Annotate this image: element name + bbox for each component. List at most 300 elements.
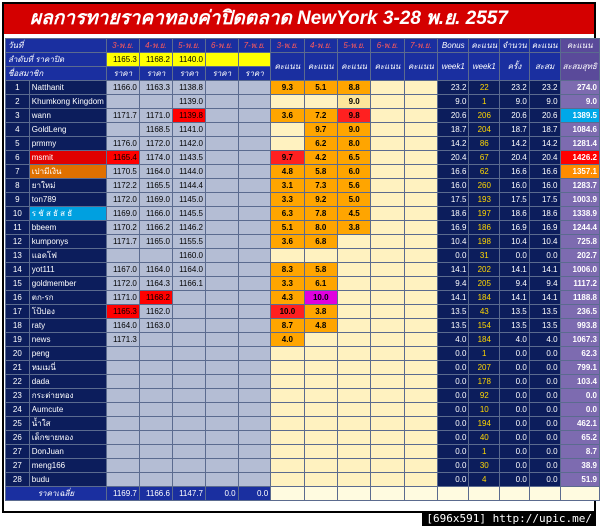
price-cell: 1144.0 [172, 165, 205, 179]
row-number: 20 [6, 347, 30, 361]
score-cell [337, 431, 370, 445]
average-cell: 0.0 [238, 487, 271, 501]
week1-cell: 184 [469, 333, 500, 347]
week1-cell: 92 [469, 389, 500, 403]
close-value: 1165.3 [106, 53, 139, 67]
grand-total-cell: 62.3 [560, 347, 599, 361]
date-header: 7-พ.ย. [404, 39, 437, 53]
price-cell [106, 417, 139, 431]
score-cell [271, 249, 304, 263]
member-name: news [29, 333, 106, 347]
price-cell: 1145.0 [172, 193, 205, 207]
count-cell: 14.1 [500, 291, 530, 305]
score-cell: 6.8 [304, 235, 337, 249]
count-cell: 16.0 [500, 179, 530, 193]
score-cell [371, 263, 404, 277]
total-header: คะแนน [529, 39, 560, 53]
score-cell: 9.0 [337, 95, 370, 109]
price-cell: 1155.5 [172, 235, 205, 249]
week1-cell: 204 [469, 123, 500, 137]
date-header: 3-พ.ย. [271, 39, 304, 53]
price-header: ราคา [172, 67, 205, 81]
score-cell [337, 375, 370, 389]
price-cell [205, 179, 238, 193]
score-cell [371, 165, 404, 179]
price-cell [238, 137, 271, 151]
table-row [6, 347, 600, 361]
price-cell: 1164.0 [172, 263, 205, 277]
member-name: เด็กขายทอง [29, 431, 106, 445]
count-cell: 0.0 [500, 445, 530, 459]
times-header: ครั้ง [500, 53, 530, 81]
member-name: หมเมนี่ [29, 361, 106, 375]
close-label: ราคาปิด [35, 55, 65, 64]
count-cell: 14.1 [500, 263, 530, 277]
score-cell [404, 109, 437, 123]
grand-total-cell: 799.1 [560, 361, 599, 375]
price-cell [205, 95, 238, 109]
price-cell [106, 95, 139, 109]
price-cell: 1143.5 [172, 151, 205, 165]
member-name: yot111 [29, 263, 106, 277]
count-cell: 23.2 [500, 81, 530, 95]
score-cell [404, 347, 437, 361]
price-cell [139, 347, 172, 361]
price-cell: 1165.3 [106, 305, 139, 319]
cum-cell: 0.0 [529, 459, 560, 473]
price-cell [238, 473, 271, 487]
grand-total-cell: 8.7 [560, 445, 599, 459]
price-cell: 1172.2 [106, 179, 139, 193]
cum-header: สะสม [529, 53, 560, 81]
score-cell [371, 277, 404, 291]
count-cell: 10.4 [500, 235, 530, 249]
count-cell: 0.0 [500, 249, 530, 263]
row-number: 8 [6, 179, 30, 193]
score-cell [337, 235, 370, 249]
score-cell: 6.1 [304, 277, 337, 291]
count-cell: 0.0 [500, 403, 530, 417]
score-cell [371, 207, 404, 221]
score-cell: 3.8 [337, 221, 370, 235]
price-cell [172, 417, 205, 431]
price-cell: 1166.1 [172, 277, 205, 291]
price-cell [106, 249, 139, 263]
score-cell: 8.3 [271, 263, 304, 277]
price-cell [238, 179, 271, 193]
price-cell [172, 459, 205, 473]
price-cell [172, 473, 205, 487]
count-cell: 16.6 [500, 165, 530, 179]
score-cell: 4.8 [304, 319, 337, 333]
score-cell [271, 431, 304, 445]
price-cell [205, 193, 238, 207]
score-cell: 5.8 [304, 165, 337, 179]
count-cell: 0.0 [500, 361, 530, 375]
price-cell [139, 389, 172, 403]
member-name: prmmy [29, 137, 106, 151]
bonus-header: Bonus [438, 39, 469, 53]
cum-cell: 18.7 [529, 123, 560, 137]
price-cell [238, 417, 271, 431]
score-cell [404, 305, 437, 319]
price-cell [238, 263, 271, 277]
score-cell [271, 403, 304, 417]
score-cell [337, 263, 370, 277]
row-number: 1 [6, 81, 30, 95]
cum-cell: 13.5 [529, 305, 560, 319]
score-header: คะแนน [371, 53, 404, 81]
grand-total-cell: 1067.3 [560, 333, 599, 347]
score-cell [304, 459, 337, 473]
price-header: ราคา [106, 67, 139, 81]
cum-cell: 16.9 [529, 221, 560, 235]
price-cell [238, 249, 271, 263]
table-row [6, 403, 600, 417]
week1-cell: 198 [469, 235, 500, 249]
week1-cell: 206 [469, 109, 500, 123]
week1-cell: 1 [469, 347, 500, 361]
price-cell [205, 291, 238, 305]
week1-cell: 186 [469, 221, 500, 235]
score-cell [371, 221, 404, 235]
score-cell [404, 81, 437, 95]
price-cell [205, 221, 238, 235]
price-cell [205, 165, 238, 179]
cum-cell: 10.4 [529, 235, 560, 249]
date-header: 4-พ.ย. [304, 39, 337, 53]
date-header: 5-พ.ย. [172, 39, 205, 53]
score-cell [404, 333, 437, 347]
count-cell: 17.5 [500, 193, 530, 207]
bonus-cell: 16.0 [438, 179, 469, 193]
price-cell [238, 277, 271, 291]
bonus-cell: 9.4 [438, 277, 469, 291]
week1-cell: 154 [469, 319, 500, 333]
bonus-cell: 13.5 [438, 319, 469, 333]
cum-cell: 0.0 [529, 375, 560, 389]
price-cell: 1165.4 [106, 151, 139, 165]
price-cell [172, 445, 205, 459]
table-row [6, 333, 600, 347]
price-cell [238, 305, 271, 319]
row-number: 21 [6, 361, 30, 375]
cum-cell: 0.0 [529, 445, 560, 459]
price-cell: 1172.0 [106, 193, 139, 207]
table-row [6, 137, 600, 151]
member-name: wann [29, 109, 106, 123]
score-cell: 7.2 [304, 109, 337, 123]
score-cell [404, 417, 437, 431]
bonus-cell: 20.4 [438, 151, 469, 165]
score-cell [404, 473, 437, 487]
price-cell [205, 235, 238, 249]
row-number: 24 [6, 403, 30, 417]
score-cell: 3.8 [304, 305, 337, 319]
bonus-cell: 9.0 [438, 95, 469, 109]
bonus-cell: 0.0 [438, 403, 469, 417]
member-name: kumponys [29, 235, 106, 249]
table-row [6, 305, 600, 319]
cum-cell: 16.0 [529, 179, 560, 193]
member-name: ตก-รก [29, 291, 106, 305]
price-cell: 1174.0 [139, 151, 172, 165]
week1-cell: 10 [469, 403, 500, 417]
price-cell [172, 347, 205, 361]
price-cell [106, 473, 139, 487]
week1-cell: 260 [469, 179, 500, 193]
score-cell: 8.0 [304, 221, 337, 235]
price-cell [205, 459, 238, 473]
bonus-cell: 0.0 [438, 389, 469, 403]
price-cell [205, 473, 238, 487]
score-cell [404, 263, 437, 277]
table-row [6, 319, 600, 333]
row-number: 17 [6, 305, 30, 319]
price-cell [139, 361, 172, 375]
member-name: peng [29, 347, 106, 361]
score-cell [271, 361, 304, 375]
empty-cell [304, 487, 337, 501]
score-cell [271, 95, 304, 109]
score-cell [271, 445, 304, 459]
week1-cell: 40 [469, 431, 500, 445]
member-name: แอดโฟ [29, 249, 106, 263]
price-cell [205, 319, 238, 333]
grand-total-cell: 1338.9 [560, 207, 599, 221]
price-cell: 1160.0 [172, 249, 205, 263]
score-cell [337, 249, 370, 263]
table-row [6, 277, 600, 291]
week1-cell: 193 [469, 193, 500, 207]
member-name: เปามีเงิน [29, 165, 106, 179]
score-cell: 7.8 [304, 207, 337, 221]
score-cell: 3.1 [271, 179, 304, 193]
count-cell: 18.6 [500, 207, 530, 221]
score-cell: 5.8 [304, 263, 337, 277]
row-number: 25 [6, 417, 30, 431]
cum-cell: 9.4 [529, 277, 560, 291]
price-cell [139, 403, 172, 417]
week1-cell: 31 [469, 249, 500, 263]
header-row-dates [6, 39, 600, 53]
score-cell: 4.2 [304, 151, 337, 165]
score-cell [304, 333, 337, 347]
score-cell [371, 347, 404, 361]
week1-cell: 202 [469, 263, 500, 277]
score-cell [371, 459, 404, 473]
price-cell [106, 347, 139, 361]
week1-cell: 30 [469, 459, 500, 473]
empty-cell [404, 487, 437, 501]
score-cell [404, 123, 437, 137]
row-number: 27 [6, 445, 30, 459]
score-cell [404, 361, 437, 375]
price-cell: 1170.5 [106, 165, 139, 179]
score-cell [404, 403, 437, 417]
cum-cell: 9.0 [529, 95, 560, 109]
score-cell: 4.0 [271, 333, 304, 347]
count-cell: 14.2 [500, 137, 530, 151]
cum-cell: 0.0 [529, 417, 560, 431]
price-cell [205, 361, 238, 375]
week1-cell: 205 [469, 277, 500, 291]
score-header: คะแนน [337, 53, 370, 81]
member-name: Khumkong Kingdom [29, 95, 106, 109]
price-cell [238, 347, 271, 361]
price-cell: 1165.5 [139, 179, 172, 193]
average-cell: 1147.7 [172, 487, 205, 501]
member-name: ร ชั ส ธั ส ธั [29, 207, 106, 221]
row-number: 15 [6, 277, 30, 291]
price-cell [205, 431, 238, 445]
week1-header: week1 [438, 53, 469, 81]
page-title: ผลการทายราคาทองค่าปิดตลาด NewYork 3-28 พ.ย. 2557 [4, 4, 594, 34]
member-name: ton789 [29, 193, 106, 207]
bonus-cell: 0.0 [438, 249, 469, 263]
count-cell: 0.0 [500, 431, 530, 445]
price-cell: 1169.0 [106, 207, 139, 221]
grand-total-cell: 1244.4 [560, 221, 599, 235]
grand-total-cell: 1117.2 [560, 277, 599, 291]
empty-cell [371, 487, 404, 501]
table-row [6, 249, 600, 263]
cum-cell: 14.1 [529, 263, 560, 277]
price-cell: 1172.0 [106, 277, 139, 291]
grand-total-cell: 725.8 [560, 235, 599, 249]
price-cell: 1164.0 [106, 319, 139, 333]
bonus-cell: 10.4 [438, 235, 469, 249]
week1-cell: 22 [469, 81, 500, 95]
bonus-cell: 18.7 [438, 123, 469, 137]
price-cell [205, 347, 238, 361]
bonus-cell: 0.0 [438, 473, 469, 487]
score-cell [337, 403, 370, 417]
table-row [6, 459, 600, 473]
bonus-cell: 16.6 [438, 165, 469, 179]
price-cell: 1139.8 [172, 109, 205, 123]
row-number: 3 [6, 109, 30, 123]
score-cell [404, 249, 437, 263]
score-cell [404, 235, 437, 249]
table-row [6, 445, 600, 459]
count-cell: 4.0 [500, 333, 530, 347]
score-cell [271, 137, 304, 151]
score-cell [404, 193, 437, 207]
member-name: bbeem [29, 221, 106, 235]
price-cell: 1164.0 [139, 165, 172, 179]
price-cell [139, 95, 172, 109]
score-cell [337, 319, 370, 333]
price-cell [238, 389, 271, 403]
count-header: จำนวน [500, 39, 530, 53]
score-header: คะแนน [469, 39, 500, 53]
row-number: 2 [6, 95, 30, 109]
table-row [6, 193, 600, 207]
bonus-cell: 0.0 [438, 347, 469, 361]
header-row-close [6, 53, 600, 67]
count-cell: 20.6 [500, 109, 530, 123]
bonus-cell: 17.5 [438, 193, 469, 207]
score-cell [404, 431, 437, 445]
count-cell: 0.0 [500, 473, 530, 487]
cum-cell: 0.0 [529, 389, 560, 403]
price-cell [238, 207, 271, 221]
price-cell [205, 445, 238, 459]
grand-total-cell: 1003.9 [560, 193, 599, 207]
table-row [6, 263, 600, 277]
average-cell: 0.0 [205, 487, 238, 501]
score-cell [371, 249, 404, 263]
score-cell: 9.8 [337, 109, 370, 123]
bonus-cell: 0.0 [438, 361, 469, 375]
week1-cell: 1 [469, 445, 500, 459]
score-cell: 4.5 [337, 207, 370, 221]
price-cell [238, 151, 271, 165]
cum-cell: 0.0 [529, 361, 560, 375]
grand-total-cell: 236.5 [560, 305, 599, 319]
score-cell [337, 305, 370, 319]
grand-total-cell: 462.1 [560, 417, 599, 431]
table-row [6, 375, 600, 389]
day-label: วันที่ [6, 39, 107, 53]
score-cell [337, 333, 370, 347]
row-number: 12 [6, 235, 30, 249]
close-value: 1140.0 [172, 53, 205, 67]
score-cell [404, 389, 437, 403]
score-cell [404, 179, 437, 193]
table-row [6, 165, 600, 179]
cum-cell: 23.2 [529, 81, 560, 95]
price-cell: 1171.7 [106, 235, 139, 249]
score-cell [271, 347, 304, 361]
member-name: GoldLeng [29, 123, 106, 137]
price-cell [205, 207, 238, 221]
price-cell: 1163.3 [139, 81, 172, 95]
member-name: กระต่ายทอง [29, 389, 106, 403]
price-cell [139, 445, 172, 459]
price-cell [205, 123, 238, 137]
member-name: DonJuan [29, 445, 106, 459]
cum-cell: 0.0 [529, 473, 560, 487]
price-cell [172, 305, 205, 319]
score-cell [371, 235, 404, 249]
grand-total-cell: 65.2 [560, 431, 599, 445]
price-header: ราคา [238, 67, 271, 81]
score-cell [371, 81, 404, 95]
price-cell [172, 389, 205, 403]
table-row [6, 179, 600, 193]
grand-total-cell: 0.0 [560, 389, 599, 403]
score-header: คะแนน [404, 53, 437, 81]
score-cell [371, 473, 404, 487]
table-row [6, 151, 600, 165]
price-cell [205, 305, 238, 319]
member-name: Aumcute [29, 403, 106, 417]
price-cell [205, 333, 238, 347]
score-cell: 9.3 [271, 81, 304, 95]
row-number: 19 [6, 333, 30, 347]
cum-cell: 0.0 [529, 431, 560, 445]
row-number: 26 [6, 431, 30, 445]
cum-cell: 14.1 [529, 291, 560, 305]
close-value [205, 53, 238, 67]
score-cell [371, 417, 404, 431]
price-cell [238, 193, 271, 207]
score-cell [337, 347, 370, 361]
week1-cell: 197 [469, 207, 500, 221]
score-cell [371, 305, 404, 319]
